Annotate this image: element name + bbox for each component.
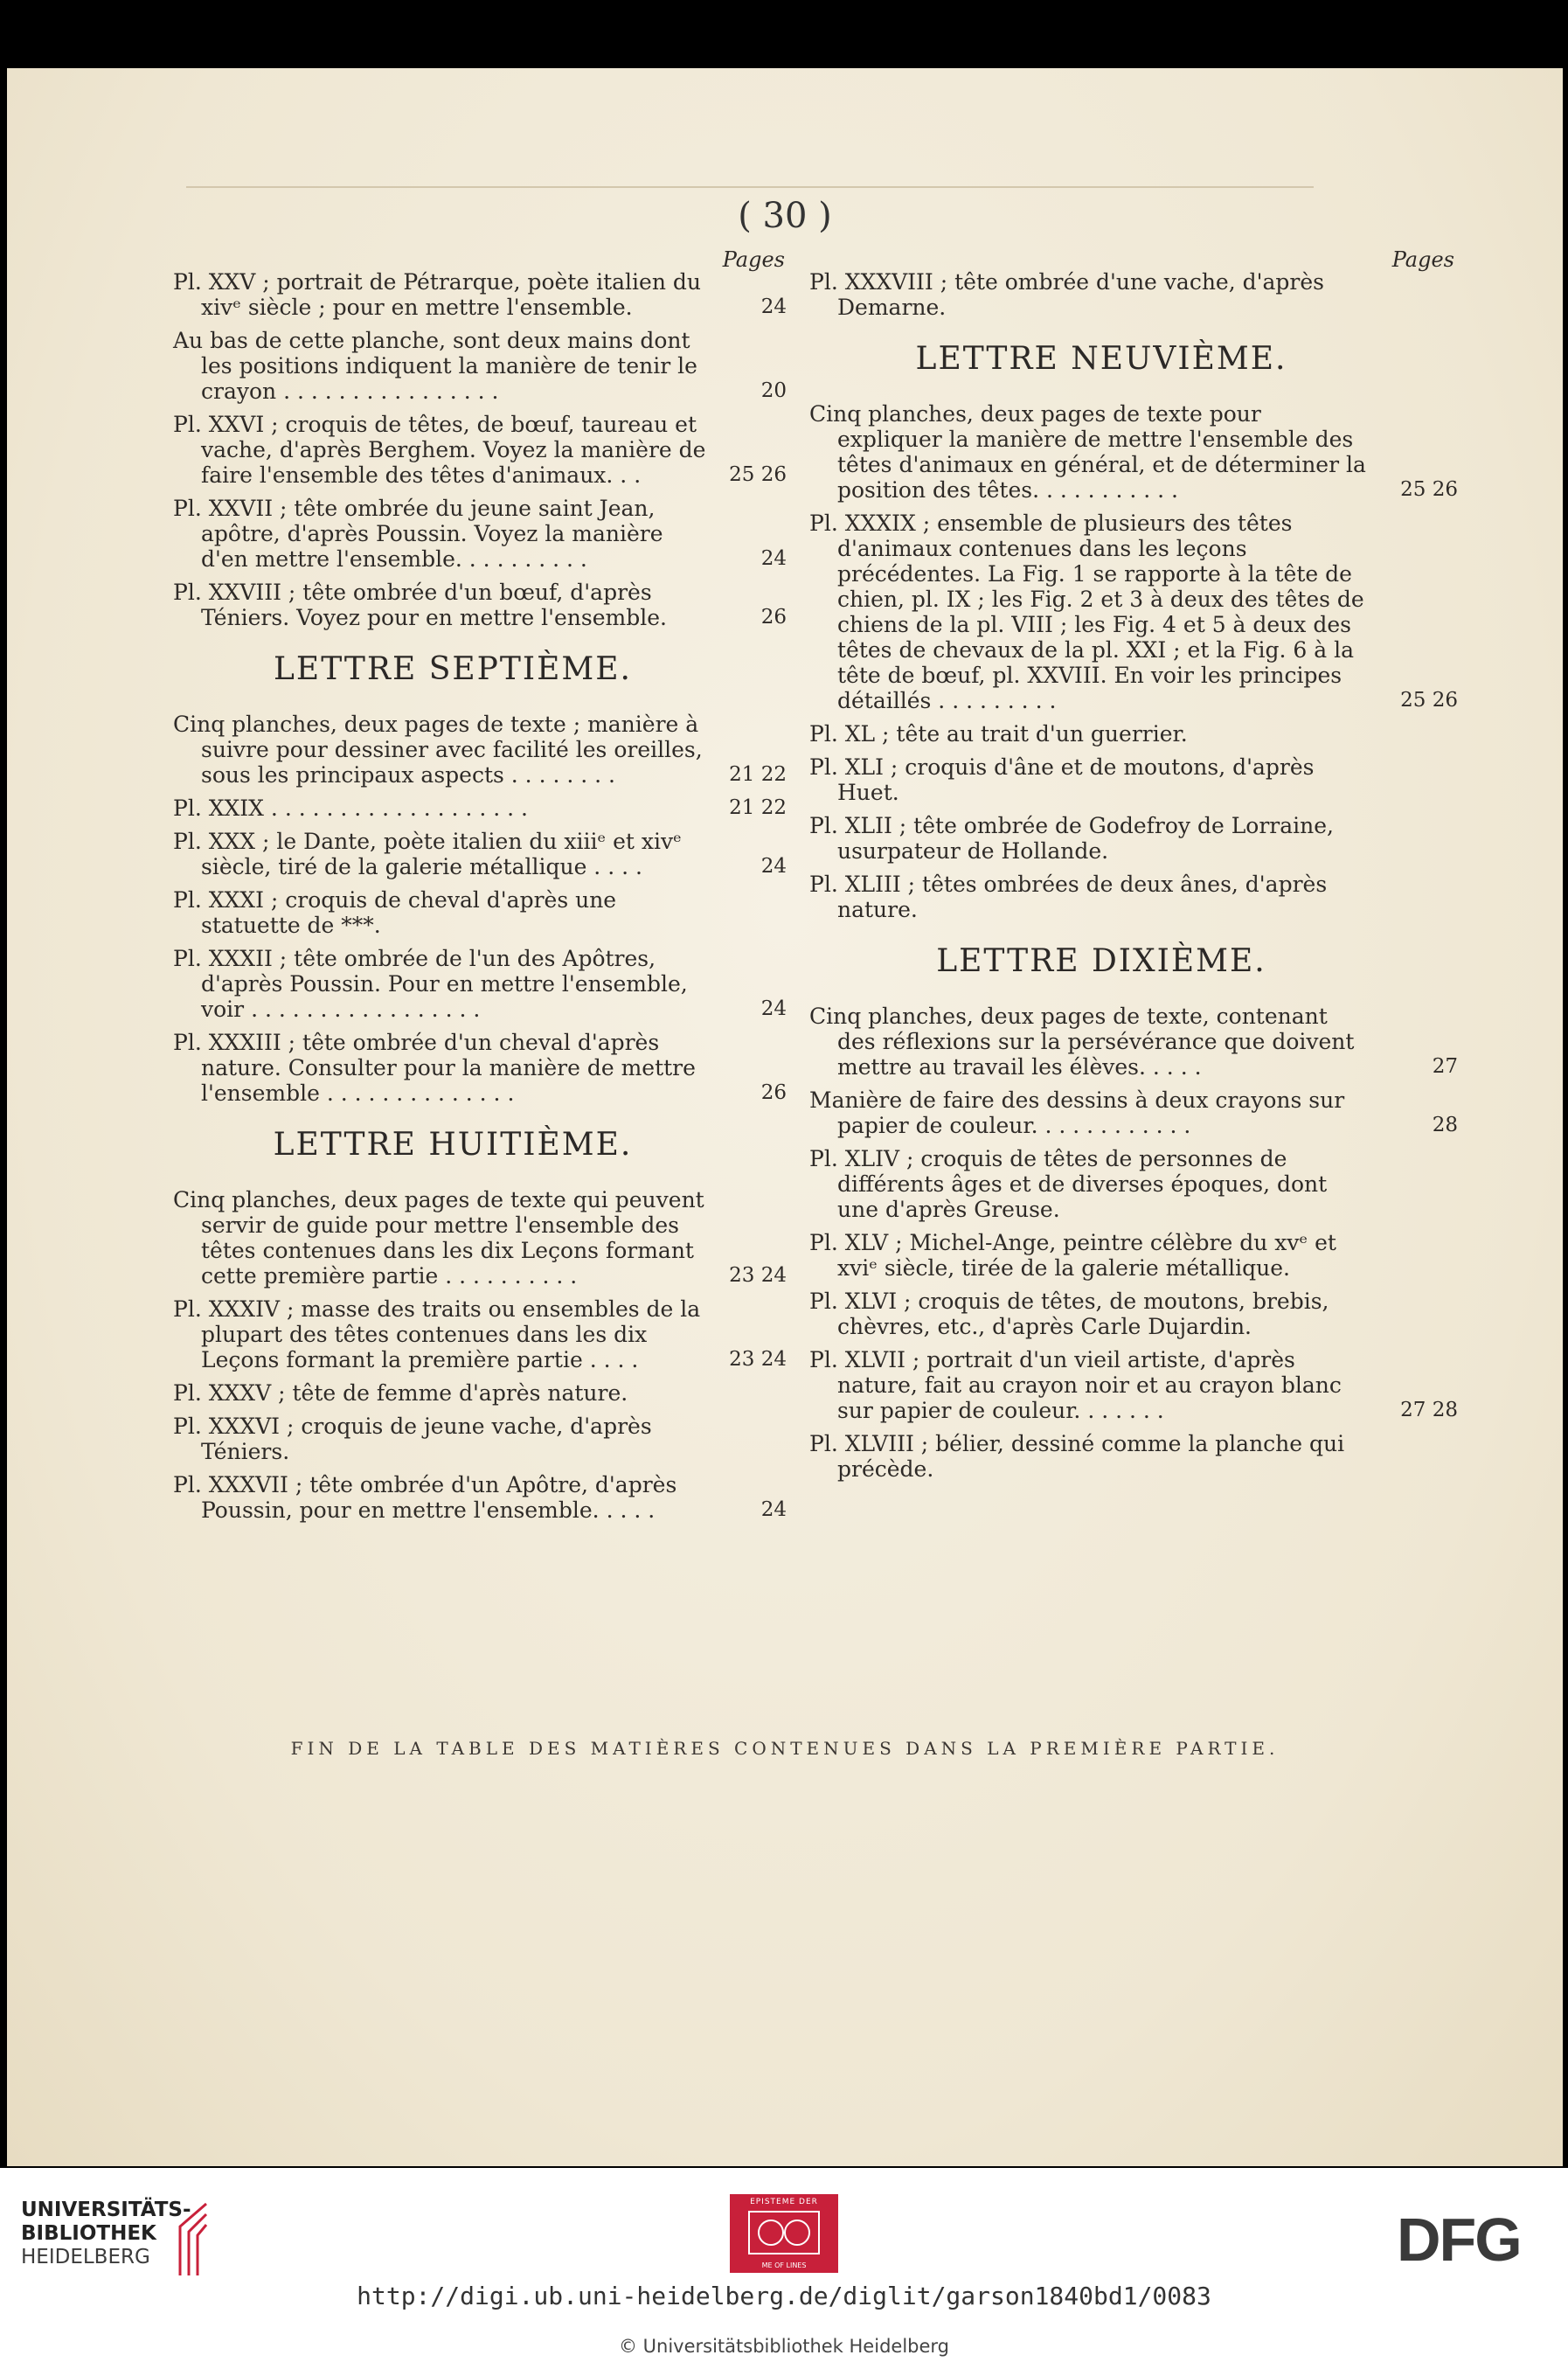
permalink-url[interactable]: http://digi.ub.uni-heidelberg.de/diglit/garson1840bd1/0083	[357, 2282, 1211, 2310]
entry-page-numbers: 28	[1432, 1114, 1458, 1136]
entry-page-numbers: 24	[760, 997, 787, 1020]
viewer-footer	[0, 2168, 1568, 2369]
entry-page-numbers: 23 24	[729, 1348, 787, 1371]
entry-text: Cinq planches, deux pages de texte pour expliquer la manière de mettre l'ensemble des têtes d'animaux en général, et de déterminer la position des têtes. . . . . . . . . . .	[809, 401, 1366, 503]
entry-text: Pl. XLIII ; têtes ombrées de deux ânes, d'après nature.	[809, 872, 1328, 922]
entry-text: Pl. XXIX . . . . . . . . . . . . . . . . . . .	[173, 795, 528, 821]
entry-text: Pl. XXXIX ; ensemble de plusieurs des têtes d'animaux contenues dans les leçons précédentes. La Fig. 1 se rapporte à la tête de chien, pl. IX ; les Fig. 2 et 3 à deux des têtes de chiens de la pl. VIII ; les Fig. 4 et 5 à deux des têtes de chevaux de la pl. XXI ; et la Fig. 6 à la tête de bœuf, pl. XXVIII. En voir les principes détaillés . . . . . . . . .	[809, 511, 1364, 713]
entry-text: Cinq planches, deux pages de texte, contenant des réflexions sur la persévérance que doivent mettre au travail les élèves. . . . .	[809, 1004, 1355, 1080]
entry-page-numbers: 25 26	[1400, 478, 1458, 501]
section-heading: LETTRE DIXIÈME.	[936, 943, 1266, 979]
entry-text: Pl. XXXIV ; masse des traits ou ensembles de la plupart des têtes contenues dans les dix Leçons formant la première partie . . . .	[173, 1296, 701, 1372]
library-mark-icon	[171, 2200, 224, 2279]
table-entry	[173, 1187, 785, 1289]
pages-label: Pages	[722, 247, 785, 272]
entry-text: Manière de faire des dessins à deux crayons sur papier de couleur. . . . . . . . . . . .	[809, 1087, 1345, 1138]
entry-page-numbers: 20	[760, 379, 787, 402]
end-of-table-line: FIN DE LA TABLE DES MATIÈRES CONTENUES DANS LA PREMIÈRE PARTIE.	[290, 1738, 1280, 1759]
table-entry	[173, 829, 785, 879]
entry-page-numbers: 23 24	[729, 1264, 787, 1287]
section-heading: LETTRE HUITIÈME.	[273, 1127, 633, 1163]
left-column-entries	[173, 269, 785, 1523]
entry-text: Pl. XXXIII ; tête ombrée d'un cheval d'après nature. Consulter pour la manière de mettre l'ensemble . . . . . . . . . . . . . .	[173, 1030, 696, 1106]
entry-page-numbers: 24	[760, 1498, 787, 1521]
table-entry	[173, 795, 785, 821]
entry-text: Cinq planches, deux pages de texte qui peuvent servir de guide pour mettre l'ensemble des têtes contenues dans les dix Leçons formant cette première partie . . . . . . . . . .	[173, 1187, 704, 1289]
library-name-line3: HEIDELBERG	[21, 2246, 150, 2268]
table-entry	[809, 1146, 1446, 1222]
pages-label: Pages	[1391, 247, 1454, 272]
table-entry	[809, 1347, 1458, 1423]
left-column	[173, 247, 785, 1531]
library-name-line2: BIBLIOTHEK	[21, 2222, 156, 2245]
entry-page-numbers: 26	[760, 1081, 787, 1104]
table-entry	[173, 1472, 785, 1523]
entry-text: Pl. XLI ; croquis d'âne et de moutons, d'après Huet.	[809, 754, 1315, 805]
table-entry	[809, 401, 1458, 503]
entry-page-numbers: 26	[760, 606, 787, 629]
copyright-notice: © Universitätsbibliothek Heidelberg	[618, 2336, 949, 2357]
entry-page-numbers: 24	[760, 855, 787, 878]
episteme-logo-top-text: EPISTEME DER	[750, 2198, 818, 2206]
table-entry	[173, 1414, 785, 1464]
table-entry	[173, 328, 785, 404]
entry-text: Pl. XXVII ; tête ombrée du jeune saint Jean, apôtre, d'après Poussin. Voyez la manière d'en mettre l'ensemble. . . . . . . . . .	[173, 496, 663, 572]
section-heading: LETTRE NEUVIÈME.	[915, 341, 1287, 377]
entry-text: Pl. XXX ; le Dante, poète italien du xiiiᵉ et xivᵉ siècle, tiré de la galerie métallique . . . .	[173, 829, 682, 879]
entry-text: Pl. XL ; tête au trait d'un guerrier.	[809, 721, 1188, 747]
table-entry	[809, 813, 1446, 864]
table-entry	[809, 1289, 1446, 1339]
library-name	[21, 2199, 191, 2269]
table-entry	[173, 712, 785, 788]
table-entry	[809, 872, 1446, 922]
entry-text: Pl. XXXVI ; croquis de jeune vache, d'après Téniers.	[173, 1414, 652, 1464]
dfg-logo[interactable]: DFG	[1397, 2206, 1521, 2274]
entry-text: Pl. XXXVII ; tête ombrée d'un Apôtre, d'après Poussin, pour en mettre l'ensemble. . . . .	[173, 1472, 677, 1523]
entry-text: Pl. XLVI ; croquis de têtes, de moutons, brebis, chèvres, etc., d'après Carle Dujardin.	[809, 1289, 1329, 1339]
table-entry	[809, 511, 1458, 713]
table-entry	[809, 1431, 1446, 1482]
entry-text: Pl. XXXVIII ; tête ombrée d'une vache, d'après Demarne.	[809, 269, 1324, 320]
table-entry	[173, 1296, 785, 1372]
table-entry	[173, 580, 785, 630]
page-number: ( 30 )	[738, 196, 832, 236]
table-entry	[173, 269, 785, 320]
table-entry	[809, 1230, 1446, 1281]
entry-page-numbers: 25 26	[729, 463, 787, 486]
library-name-line1: UNIVERSITÄTS-	[21, 2199, 191, 2221]
entry-text: Pl. XLVIII ; bélier, dessiné comme la planche qui précède.	[809, 1431, 1345, 1482]
table-entry	[809, 1087, 1458, 1138]
table-entry	[809, 754, 1446, 805]
right-column	[809, 247, 1458, 1490]
table-entry	[809, 1004, 1458, 1080]
entry-page-numbers: 24	[760, 295, 787, 318]
table-entry	[173, 946, 785, 1022]
entry-page-numbers: 21 22	[729, 796, 787, 819]
episteme-logo-bottom-text: ME OF LINES	[761, 2261, 807, 2269]
table-entry	[809, 721, 1446, 747]
entry-text: Pl. XLII ; tête ombrée de Godefroy de Lorraine, usurpateur de Hollande.	[809, 813, 1334, 864]
entry-text: Pl. XLVII ; portrait d'un vieil artiste, d'après nature, fait au crayon noir et au crayon blanc sur papier de couleur. . . . . . .	[809, 1347, 1342, 1423]
entry-text: Pl. XXXV ; tête de femme d'après nature.	[173, 1380, 628, 1406]
entry-text: Pl. XXXI ; croquis de cheval d'après une statuette de ***.	[173, 887, 617, 938]
entry-text: Pl. XXV ; portrait de Pétrarque, poète italien du xivᵉ siècle ; pour en mettre l'ensemble.	[173, 269, 701, 320]
entry-text: Pl. XXXII ; tête ombrée de l'un des Apôtres, d'après Poussin. Pour en mettre l'ensemble, voir . . . . . . . . . . . . . . . . .	[173, 946, 688, 1022]
table-entry	[173, 496, 785, 572]
table-entry	[173, 1380, 785, 1406]
entry-page-numbers: 25 26	[1400, 689, 1458, 712]
entry-page-numbers: 21 22	[729, 763, 787, 786]
episteme-logo[interactable]	[730, 2194, 838, 2273]
entry-page-numbers: 24	[760, 547, 787, 570]
entry-page-numbers: 27	[1432, 1055, 1458, 1078]
section-heading: LETTRE SEPTIÈME.	[274, 651, 632, 687]
table-entry	[173, 887, 785, 938]
table-entry	[173, 1030, 785, 1106]
entry-text: Pl. XLV ; Michel-Ange, peintre célèbre du xvᵉ et xviᵉ siècle, tirée de la galerie métallique.	[809, 1230, 1336, 1281]
entry-text: Au bas de cette planche, sont deux mains dont les positions indiquent la manière de tenir le crayon . . . . . . . . . . . . . . . .	[173, 328, 697, 404]
entry-text: Cinq planches, deux pages de texte ; manière à suivre pour dessiner avec facilité les oreilles, sous les principaux aspects . . . . . . . .	[173, 712, 703, 788]
book-page	[7, 68, 1563, 2166]
table-entry	[809, 269, 1446, 320]
entry-page-numbers: 27 28	[1400, 1399, 1458, 1421]
entry-text: Pl. XXVI ; croquis de têtes, de bœuf, taureau et vache, d'après Berghem. Voyez la manière de faire l'ensemble des têtes d'animaux. . .	[173, 412, 706, 488]
right-column-entries	[809, 269, 1458, 1482]
header-rule	[186, 186, 1314, 188]
entry-text: Pl. XXVIII ; tête ombrée d'un bœuf, d'après Téniers. Voyez pour en mettre l'ensemble.	[173, 580, 667, 630]
entry-text: Pl. XLIV ; croquis de têtes de personnes de différents âges et de diverses époques, dont une d'après Greuse.	[809, 1146, 1328, 1222]
table-entry	[173, 412, 785, 488]
